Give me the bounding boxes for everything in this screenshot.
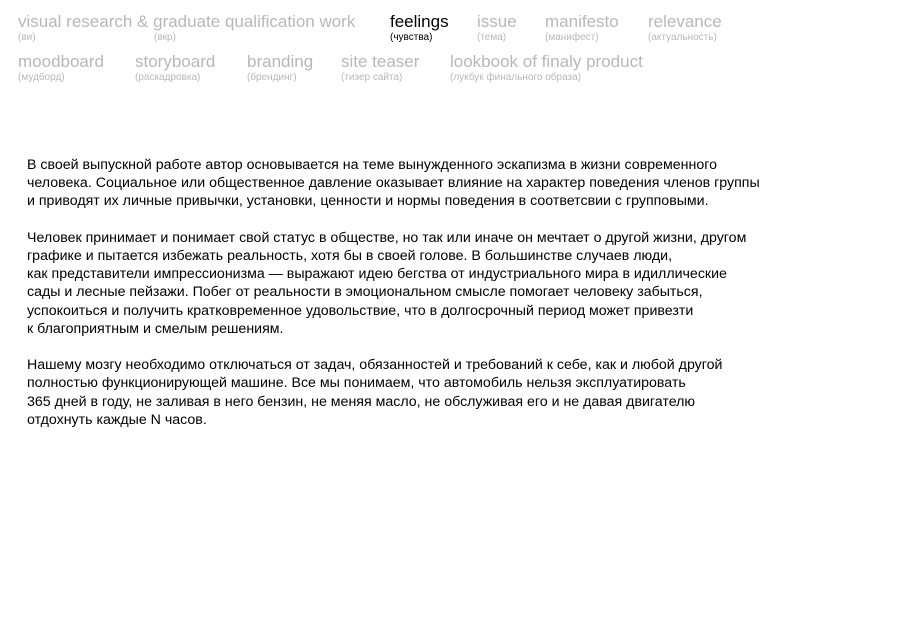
text-line: успокоиться и получить кратковременное удовольствие, что в долгосрочный период может привезти — [27, 302, 694, 319]
text-line: человека. Социальное или общественное давление оказывает влияние на характер поведения членов группы — [27, 175, 760, 192]
text-line: и приводят их личные привычки, установки, ценности и нормы поведения в соответсвии с групповыми. — [27, 193, 709, 210]
paragraph — [27, 356, 877, 429]
nav-item-relevance[interactable] — [648, 13, 722, 44]
nav-item-title: branding — [247, 52, 314, 71]
nav-item-visual-research[interactable] — [18, 13, 355, 31]
nav-item-lookbook[interactable] — [450, 53, 643, 84]
nav-item-sub: (актуальность) — [648, 32, 717, 43]
text-line: к благоприятным и смелым решениям. — [27, 320, 284, 337]
text-line: Человек принимает и понимает свой статус в обществе, но так или иначе он мечтает о другой жизни, другом — [27, 229, 747, 246]
text-line: 365 дней в году, не заливая в него бензин, не меняя масло, не обслуживая его и не давая двигателю — [27, 393, 696, 410]
nav-item-moodboard[interactable] — [18, 53, 104, 84]
nav-item-title: site teaser — [341, 52, 420, 71]
text-line: В своей выпускной работе автор основывается на теме вынужденного эскапизма в жизни современного — [27, 157, 717, 173]
paragraph — [27, 156, 877, 211]
nav-item-storyboard[interactable] — [135, 53, 215, 84]
nav-item-title: storyboard — [135, 52, 216, 71]
text-line: сады и лесные пейзажи. Побег от реальности в эмоциональном смысле помогает человеку забыться, — [27, 284, 703, 301]
nav-item-sub: (лукбук финального образа) — [450, 72, 581, 83]
nav-item-title: feelings — [390, 12, 449, 31]
text-line: отдохнуть каждые N часов. — [27, 411, 207, 428]
nav-item-title: visual research & graduate qualification work — [18, 12, 356, 31]
nav-item-title: relevance — [648, 12, 722, 31]
text-line: графике и пытается избежать реальность, хотя бы в своей голове. В большинстве случаев люди, — [27, 248, 673, 264]
nav-item-sub: (брендинг) — [247, 72, 297, 83]
nav-item-sub: (тизер сайта) — [341, 72, 403, 83]
nav-item-sub-vi: (ви) — [18, 32, 36, 43]
text-line: полностью функционирующей машине. Все мы понимаем, что автомобиль нельзя эксплуатировать — [27, 375, 686, 392]
nav-item-branding[interactable] — [247, 53, 313, 84]
nav-item-title: manifesto — [545, 12, 619, 31]
nav-item-sub: (чувства) — [390, 32, 433, 43]
nav-item-sub: (раскадровка) — [135, 72, 201, 83]
nav-item-title: issue — [477, 12, 517, 31]
text-line: Нашему мозгу необходимо отключаться от задач, обязанностей и требований к себе, как и любой другой — [27, 357, 723, 374]
nav-item-manifesto[interactable] — [545, 13, 619, 44]
nav-item-feelings[interactable] — [390, 13, 449, 44]
paragraph — [27, 229, 877, 338]
nav-item-sub: (мудборд) — [18, 72, 65, 83]
text-line: как представители импрессионизма — выражают идею бегства от индустриального мира в идиллические — [27, 266, 727, 283]
nav-item-issue[interactable] — [477, 13, 517, 44]
nav-item-title: lookbook of finaly product — [450, 52, 643, 71]
nav-item-sub: (тема) — [477, 32, 507, 43]
nav-item-site-teaser[interactable] — [341, 53, 419, 84]
feelings-text — [27, 156, 877, 447]
nav-item-sub: (манифест) — [545, 32, 599, 43]
nav-item-sub-vkr: (вкр) — [154, 32, 176, 43]
nav-item-title: moodboard — [18, 52, 105, 71]
